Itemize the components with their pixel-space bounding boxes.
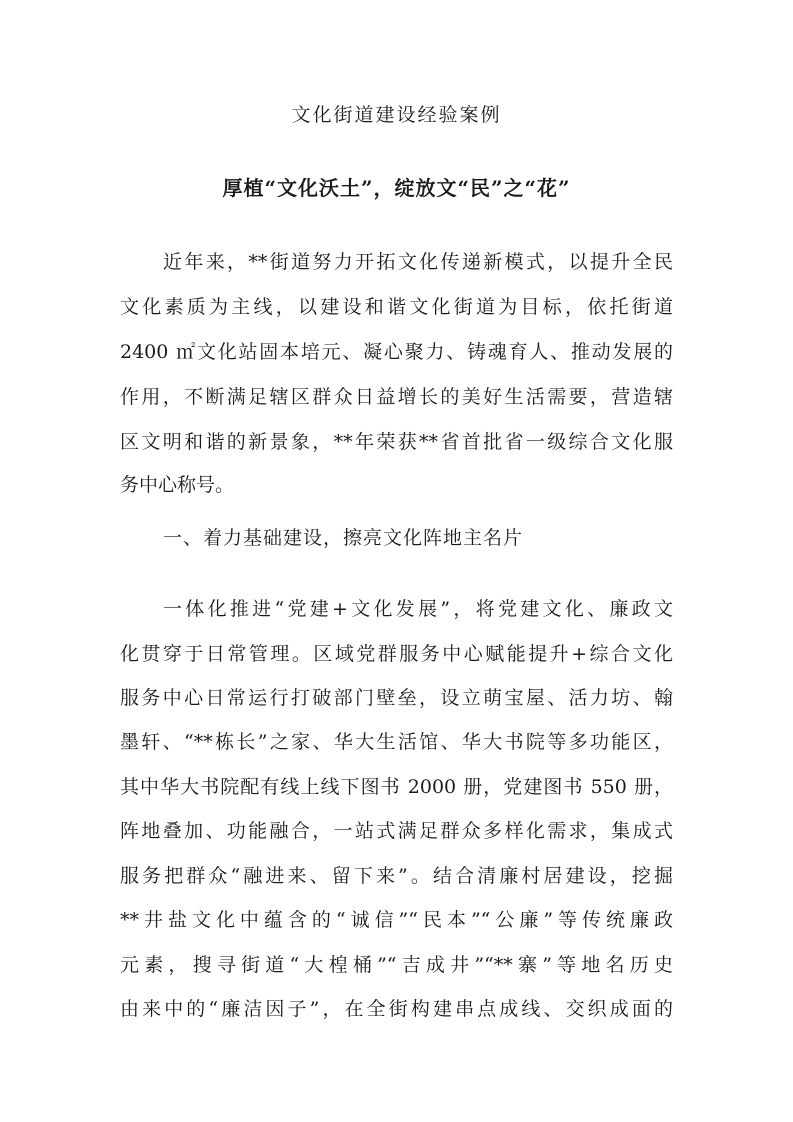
intro-line: 文化素质为主线，以建设和谐文化街道为目标，依托街道: [120, 296, 673, 318]
paragraph-line: 墨轩、“**栋长”之家、华大生活馆、华大书院等多功能区，: [120, 731, 673, 753]
intro-line: 区文明和谐的新景象，**年荣获**省首批省一级综合文化服: [120, 431, 673, 453]
document-subtitle: 厚植“文化沃土”，绽放文“民”之“花”: [222, 176, 571, 200]
paragraph-line: 服务中心日常运行打破部门壁垒，设立萌宝屋、活力坊、翰: [120, 687, 673, 709]
paragraph-line: 元素，搜寻街道“大楻桶”“吉成井”“**寨”等地名历史: [120, 954, 673, 976]
intro-line: 务中心称号。: [120, 474, 235, 496]
section-heading: 一、着力基础建设，擦亮文化阵地主名片: [163, 527, 524, 549]
paragraph-line: 其中华大书院配有线上线下图书 2000 册，党建图书 550 册，: [120, 776, 673, 798]
intro-line: 近年来，**街道努力开拓文化传递新模式，以提升全民: [163, 251, 673, 273]
paragraph-line: 服务把群众“融进来、留下来”。结合清廉村居建设，挖掘: [120, 865, 673, 887]
document-title: 文化街道建设经验案例: [291, 104, 502, 126]
paragraph-line: 阵地叠加、功能融合，一站式满足群众多样化需求，集成式: [120, 820, 673, 842]
intro-line: 2400 ㎡文化站固本培元、凝心聚力、铸魂育人、推动发展的: [120, 341, 673, 363]
paragraph-line: 一体化推进“党建+文化发展”，将党建文化、廉政文: [163, 598, 673, 620]
paragraph-line: 由来中的“廉洁因子”，在全街构建串点成线、交织成面的: [120, 998, 673, 1020]
paragraph-line: **井盐文化中蕴含的“诚信”“民本”“公廉”等传统廉政: [120, 909, 673, 931]
paragraph-line: 化贯穿于日常管理。区域党群服务中心赋能提升+综合文化: [120, 643, 673, 665]
intro-line: 作用，不断满足辖区群众日益增长的美好生活需要，营造辖: [120, 386, 673, 408]
